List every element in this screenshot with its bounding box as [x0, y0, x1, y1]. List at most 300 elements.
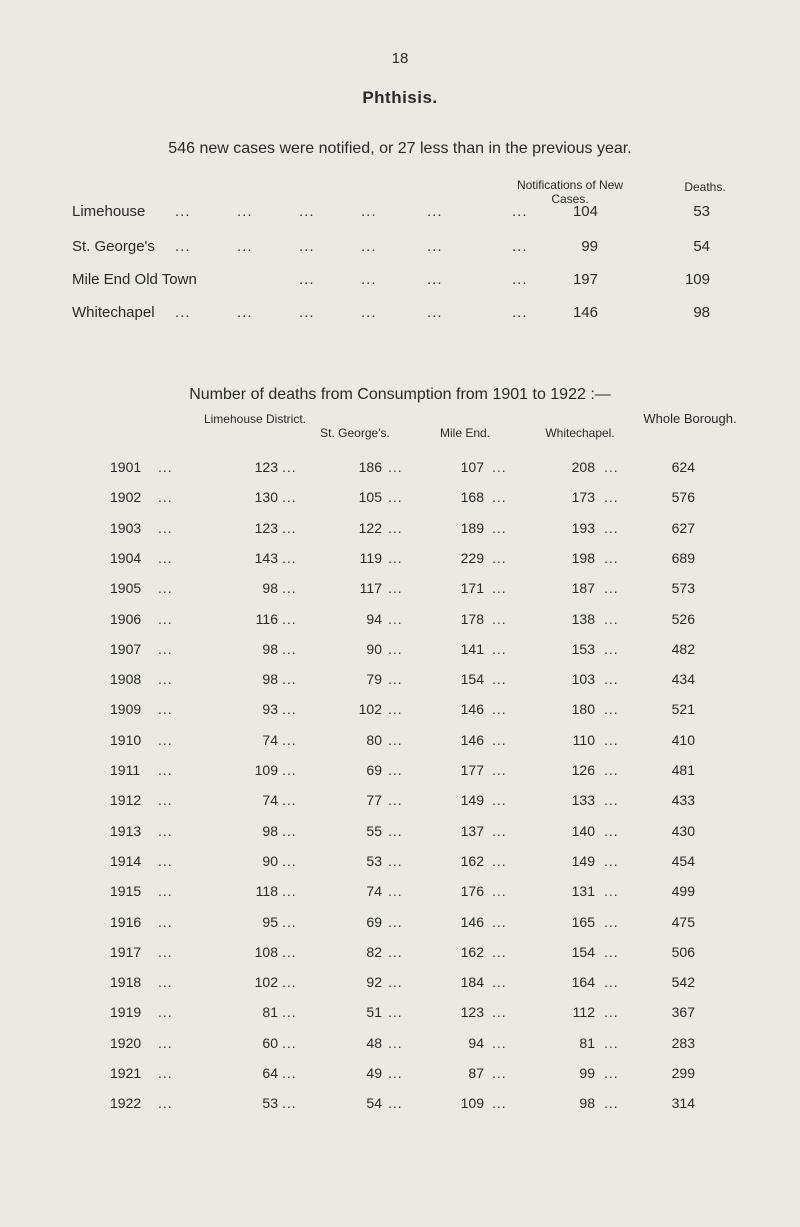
leader-dots: ...	[492, 1035, 507, 1051]
st-georges-cell: 69	[366, 914, 382, 930]
whitechapel-cell: 154	[571, 944, 595, 960]
district-name: Whitechapel	[72, 304, 155, 321]
limehouse-cell: 98	[262, 641, 278, 657]
table-row	[0, 459, 800, 481]
leader-dots: ...	[604, 580, 619, 596]
leader-dots: ...	[282, 762, 297, 778]
leader-dots: ...	[604, 762, 619, 778]
whole-cell: 454	[671, 853, 695, 869]
year-cell: 1921	[110, 1065, 142, 1081]
leader-dots: ...	[604, 792, 619, 808]
leader-dots: ...	[604, 853, 619, 869]
limehouse-cell: 123	[254, 520, 278, 536]
whole-cell: 573	[671, 580, 695, 596]
whitechapel-cell: 208	[571, 459, 595, 475]
whitechapel-header: Whitechapel.	[545, 426, 615, 440]
year-cell: 1904	[110, 550, 142, 566]
table-row	[0, 489, 800, 511]
limehouse-cell: 53	[262, 1095, 278, 1111]
whole-borough-header: Whole Borough.	[643, 411, 737, 426]
mile-end-cell: 229	[460, 550, 484, 566]
leader-dots: ...	[604, 550, 619, 566]
whitechapel-cell: 126	[571, 762, 595, 778]
leader-dots: ...	[604, 944, 619, 960]
whole-cell: 542	[671, 974, 695, 990]
limehouse-cell: 64	[262, 1065, 278, 1081]
mile-end-cell: 146	[460, 701, 484, 717]
limehouse-cell: 93	[262, 701, 278, 717]
table-row	[0, 823, 800, 845]
whitechapel-cell: 98	[579, 1095, 595, 1111]
leader-dots: ...	[282, 701, 297, 717]
year-cell: 1912	[110, 792, 142, 808]
st-georges-cell: 55	[366, 823, 382, 839]
whitechapel-cell: 165	[571, 914, 595, 930]
whole-cell: 481	[671, 762, 695, 778]
limehouse-cell: 60	[262, 1035, 278, 1051]
year-cell: 1914	[110, 853, 142, 869]
leader-dots: ...	[512, 271, 528, 288]
leader-dots: ...	[388, 762, 403, 778]
mile-end-cell: 141	[460, 641, 484, 657]
mile-end-cell: 178	[460, 611, 484, 627]
leader-dots: ...	[388, 489, 403, 505]
mile-end-cell: 171	[460, 580, 484, 596]
st-georges-cell: 53	[366, 853, 382, 869]
leader-dots: ...	[282, 671, 297, 687]
st-georges-cell: 54	[366, 1095, 382, 1111]
limehouse-cell: 81	[262, 1004, 278, 1020]
year-cell: 1917	[110, 944, 142, 960]
leader-dots: ...	[158, 1004, 173, 1020]
leader-dots: ...	[492, 944, 507, 960]
leader-dots: ...	[492, 1004, 507, 1020]
leader-dots: ...	[282, 914, 297, 930]
leader-dots: ...	[492, 671, 507, 687]
table-row	[0, 671, 800, 693]
leader-dots: ...	[158, 883, 173, 899]
limehouse-cell: 116	[255, 611, 278, 627]
year-cell: 1918	[110, 974, 142, 990]
table-row	[0, 1095, 800, 1117]
limehouse-cell: 108	[254, 944, 278, 960]
st-georges-cell: 90	[366, 641, 382, 657]
leader-dots: ...	[158, 853, 173, 869]
leader-dots: ...	[282, 1065, 297, 1081]
whitechapel-cell: 140	[571, 823, 595, 839]
leader-dots: ...	[604, 1065, 619, 1081]
leader-dots: ...	[388, 611, 403, 627]
st-georges-cell: 80	[366, 732, 382, 748]
leader-dots: ...	[492, 883, 507, 899]
leader-dots: ...	[388, 944, 403, 960]
leader-dots: ...	[282, 732, 297, 748]
leader-dots: ...	[492, 520, 507, 536]
leader-dots: ...	[282, 520, 297, 536]
leader-dots: ...	[282, 974, 297, 990]
whitechapel-cell: 173	[571, 489, 595, 505]
leader-dots: ...	[282, 1035, 297, 1051]
leader-dots: ...	[492, 762, 507, 778]
table-row	[0, 203, 800, 227]
st-georges-cell: 69	[366, 762, 382, 778]
limehouse-cell: 118	[255, 883, 278, 899]
st-georges-cell: 105	[358, 489, 382, 505]
mile-end-cell: 189	[460, 520, 484, 536]
whole-cell: 367	[671, 1004, 695, 1020]
st-georges-cell: 186	[358, 459, 382, 475]
mile-end-cell: 87	[468, 1065, 484, 1081]
whole-cell: 499	[671, 883, 695, 899]
leader-dots: ...	[282, 1004, 297, 1020]
leader-dots: ...	[299, 304, 315, 321]
leader-dots: ...	[282, 792, 297, 808]
st-georges-cell: 49	[366, 1065, 382, 1081]
mile-end-cell: 184	[460, 974, 484, 990]
table-row	[0, 1035, 800, 1057]
leader-dots: ...	[361, 271, 377, 288]
notifications-value: 197	[572, 271, 598, 288]
limehouse-cell: 95	[262, 914, 278, 930]
leader-dots: ...	[427, 271, 443, 288]
year-cell: 1902	[110, 489, 142, 505]
st-georges-cell: 119	[359, 550, 382, 566]
mile-end-cell: 149	[460, 792, 484, 808]
notifications-header: Notifications of New Cases.	[516, 178, 624, 206]
leader-dots: ...	[604, 914, 619, 930]
table-row	[0, 1004, 800, 1026]
leader-dots: ...	[388, 1095, 403, 1111]
st-georges-cell: 77	[366, 792, 382, 808]
leader-dots: ...	[604, 489, 619, 505]
table-row	[0, 611, 800, 633]
limehouse-cell: 109	[254, 762, 278, 778]
leader-dots: ...	[282, 1095, 297, 1111]
leader-dots: ...	[158, 611, 173, 627]
table-row	[0, 304, 800, 328]
leader-dots: ...	[158, 1035, 173, 1051]
year-cell: 1908	[110, 671, 142, 687]
table-row	[0, 701, 800, 723]
st-georges-cell: 51	[366, 1004, 382, 1020]
leader-dots: ...	[492, 823, 507, 839]
leader-dots: ...	[604, 671, 619, 687]
leader-dots: ...	[282, 580, 297, 596]
st-georges-cell: 48	[366, 1035, 382, 1051]
limehouse-cell: 98	[262, 580, 278, 596]
leader-dots: ...	[388, 853, 403, 869]
whitechapel-cell: 198	[571, 550, 595, 566]
whitechapel-cell: 153	[571, 641, 595, 657]
limehouse-cell: 102	[254, 974, 278, 990]
leader-dots: ...	[388, 1035, 403, 1051]
table-row	[0, 641, 800, 663]
year-cell: 1909	[110, 701, 142, 717]
leader-dots: ...	[237, 304, 253, 321]
deaths-value: 98	[693, 304, 710, 321]
table-row	[0, 238, 800, 262]
district-name: Mile End Old Town	[72, 271, 197, 288]
limehouse-header: Limehouse District.	[203, 412, 307, 426]
leader-dots: ...	[604, 459, 619, 475]
table-row	[0, 792, 800, 814]
leader-dots: ...	[282, 944, 297, 960]
table-row	[0, 271, 800, 295]
leader-dots: ...	[492, 853, 507, 869]
year-cell: 1916	[110, 914, 142, 930]
leader-dots: ...	[299, 271, 315, 288]
leader-dots: ...	[492, 914, 507, 930]
limehouse-cell: 98	[262, 823, 278, 839]
leader-dots: ...	[388, 883, 403, 899]
leader-dots: ...	[492, 701, 507, 717]
leader-dots: ...	[512, 304, 528, 321]
st-georges-cell: 74	[366, 883, 382, 899]
leader-dots: ...	[158, 944, 173, 960]
leader-dots: ...	[492, 641, 507, 657]
year-cell: 1919	[110, 1004, 142, 1020]
whole-cell: 576	[671, 489, 695, 505]
deaths-header: Deaths.	[684, 180, 726, 194]
leader-dots: ...	[388, 1065, 403, 1081]
leader-dots: ...	[388, 1004, 403, 1020]
deaths-value: 109	[684, 271, 710, 288]
leader-dots: ...	[158, 580, 173, 596]
leader-dots: ...	[604, 701, 619, 717]
whole-cell: 506	[671, 944, 695, 960]
leader-dots: ...	[282, 853, 297, 869]
leader-dots: ...	[158, 762, 173, 778]
mile-end-cell: 107	[460, 459, 484, 475]
year-cell: 1913	[110, 823, 142, 839]
leader-dots: ...	[388, 641, 403, 657]
leader-dots: ...	[604, 520, 619, 536]
mile-end-cell: 177	[460, 762, 484, 778]
whitechapel-cell: 193	[571, 520, 595, 536]
leader-dots: ...	[492, 550, 507, 566]
intro-text: 546 new cases were notified, or 27 less than in the previous year.	[168, 140, 632, 157]
leader-dots: ...	[388, 459, 403, 475]
whitechapel-cell: 164	[571, 974, 595, 990]
leader-dots: ...	[361, 238, 377, 255]
leader-dots: ...	[604, 611, 619, 627]
st-georges-cell: 117	[359, 580, 382, 596]
st-georges-cell: 94	[366, 611, 382, 627]
mile-end-cell: 162	[460, 944, 484, 960]
st-georges-cell: 122	[358, 520, 382, 536]
leader-dots: ...	[492, 974, 507, 990]
mile-end-cell: 162	[460, 853, 484, 869]
whole-cell: 624	[671, 459, 695, 475]
leader-dots: ...	[388, 520, 403, 536]
leader-dots: ...	[492, 580, 507, 596]
year-cell: 1910	[110, 732, 142, 748]
leader-dots: ...	[388, 580, 403, 596]
table-row	[0, 1065, 800, 1087]
leader-dots: ...	[388, 671, 403, 687]
leader-dots: ...	[512, 238, 528, 255]
leader-dots: ...	[492, 1065, 507, 1081]
whole-cell: 627	[671, 520, 695, 536]
whitechapel-cell: 99	[579, 1065, 595, 1081]
leader-dots: ...	[158, 1095, 173, 1111]
leader-dots: ...	[512, 203, 528, 220]
leader-dots: ...	[604, 1004, 619, 1020]
leader-dots: ...	[175, 238, 191, 255]
leader-dots: ...	[282, 823, 297, 839]
year-cell: 1920	[110, 1035, 142, 1051]
leader-dots: ...	[604, 974, 619, 990]
year-cell: 1915	[110, 883, 142, 899]
whitechapel-cell: 131	[571, 883, 595, 899]
leader-dots: ...	[604, 641, 619, 657]
st-georges-cell: 79	[366, 671, 382, 687]
leader-dots: ...	[158, 489, 173, 505]
leader-dots: ...	[388, 823, 403, 839]
leader-dots: ...	[492, 489, 507, 505]
leader-dots: ...	[237, 203, 253, 220]
table-row	[0, 732, 800, 754]
limehouse-cell: 74	[262, 792, 278, 808]
whole-cell: 430	[671, 823, 695, 839]
table-row	[0, 853, 800, 875]
leader-dots: ...	[604, 732, 619, 748]
st-georges-cell: 82	[366, 944, 382, 960]
mile-end-cell: 94	[468, 1035, 484, 1051]
leader-dots: ...	[427, 238, 443, 255]
whole-cell: 689	[671, 550, 695, 566]
leader-dots: ...	[158, 550, 173, 566]
leader-dots: ...	[282, 489, 297, 505]
leader-dots: ...	[492, 732, 507, 748]
district-name: St. George's	[72, 238, 155, 255]
leader-dots: ...	[361, 304, 377, 321]
whole-cell: 299	[671, 1065, 695, 1081]
year-cell: 1911	[110, 762, 141, 778]
deaths-value: 53	[693, 203, 710, 220]
year-cell: 1907	[110, 641, 142, 657]
leader-dots: ...	[492, 611, 507, 627]
mile-end-cell: 176	[460, 883, 484, 899]
st-georges-cell: 102	[358, 701, 382, 717]
whitechapel-cell: 138	[571, 611, 595, 627]
leader-dots: ...	[604, 823, 619, 839]
leader-dots: ...	[282, 459, 297, 475]
table-row	[0, 580, 800, 602]
st-georges-cell: 92	[366, 974, 382, 990]
whole-cell: 314	[671, 1095, 695, 1111]
year-cell: 1922	[110, 1095, 142, 1111]
leader-dots: ...	[282, 550, 297, 566]
leader-dots: ...	[175, 304, 191, 321]
leader-dots: ...	[361, 203, 377, 220]
leader-dots: ...	[158, 641, 173, 657]
leader-dots: ...	[158, 792, 173, 808]
mile-end-cell: 146	[460, 914, 484, 930]
district-name: Limehouse	[72, 203, 146, 220]
leader-dots: ...	[388, 974, 403, 990]
leader-dots: ...	[158, 732, 173, 748]
table-row	[0, 914, 800, 936]
notifications-value: 99	[581, 238, 598, 255]
table2-intro: Number of deaths from Consumption from 1901 to 1922 :—	[189, 386, 611, 403]
limehouse-cell: 98	[262, 671, 278, 687]
limehouse-cell: 74	[262, 732, 278, 748]
notifications-value: 104	[572, 203, 598, 220]
table-row	[0, 944, 800, 966]
year-cell: 1905	[110, 580, 142, 596]
leader-dots: ...	[492, 792, 507, 808]
leader-dots: ...	[427, 203, 443, 220]
section-title: Phthisis.	[362, 88, 438, 107]
leader-dots: ...	[388, 914, 403, 930]
table-row	[0, 762, 800, 784]
mile-end-cell: 123	[460, 1004, 484, 1020]
whole-cell: 482	[671, 641, 695, 657]
whitechapel-cell: 110	[572, 732, 595, 748]
leader-dots: ...	[158, 974, 173, 990]
whitechapel-cell: 149	[571, 853, 595, 869]
leader-dots: ...	[492, 1095, 507, 1111]
table-row	[0, 550, 800, 572]
leader-dots: ...	[158, 701, 173, 717]
leader-dots: ...	[282, 883, 297, 899]
leader-dots: ...	[158, 1065, 173, 1081]
leader-dots: ...	[175, 203, 191, 220]
whole-cell: 526	[671, 611, 695, 627]
year-cell: 1903	[110, 520, 142, 536]
leader-dots: ...	[604, 883, 619, 899]
table-row	[0, 974, 800, 996]
leader-dots: ...	[388, 792, 403, 808]
mile-end-cell: 137	[460, 823, 484, 839]
notifications-value: 146	[572, 304, 598, 321]
mile-end-cell: 154	[460, 671, 484, 687]
limehouse-cell: 143	[254, 550, 278, 566]
leader-dots: ...	[388, 701, 403, 717]
table-row	[0, 883, 800, 905]
whitechapel-cell: 187	[571, 580, 595, 596]
limehouse-cell: 90	[262, 853, 278, 869]
leader-dots: ...	[299, 238, 315, 255]
leader-dots: ...	[282, 611, 297, 627]
mile-end-cell: 109	[460, 1095, 484, 1111]
page-number: 18	[391, 50, 409, 67]
leader-dots: ...	[604, 1035, 619, 1051]
year-cell: 1906	[110, 611, 142, 627]
leader-dots: ...	[388, 732, 403, 748]
mile-end-cell: 146	[460, 732, 484, 748]
leader-dots: ...	[299, 203, 315, 220]
leader-dots: ...	[158, 914, 173, 930]
deaths-value: 54	[693, 238, 710, 255]
leader-dots: ...	[427, 304, 443, 321]
leader-dots: ...	[158, 459, 173, 475]
leader-dots: ...	[282, 641, 297, 657]
leader-dots: ...	[388, 550, 403, 566]
limehouse-cell: 123	[254, 459, 278, 475]
whitechapel-cell: 133	[571, 792, 595, 808]
whole-cell: 475	[671, 914, 695, 930]
mile-end-header: Mile End.	[439, 426, 491, 440]
whole-cell: 283	[671, 1035, 695, 1051]
whole-cell: 434	[671, 671, 695, 687]
leader-dots: ...	[492, 459, 507, 475]
whole-cell: 433	[671, 792, 695, 808]
leader-dots: ...	[158, 671, 173, 687]
st-georges-header: St. George's.	[320, 426, 390, 440]
whole-cell: 410	[671, 732, 695, 748]
